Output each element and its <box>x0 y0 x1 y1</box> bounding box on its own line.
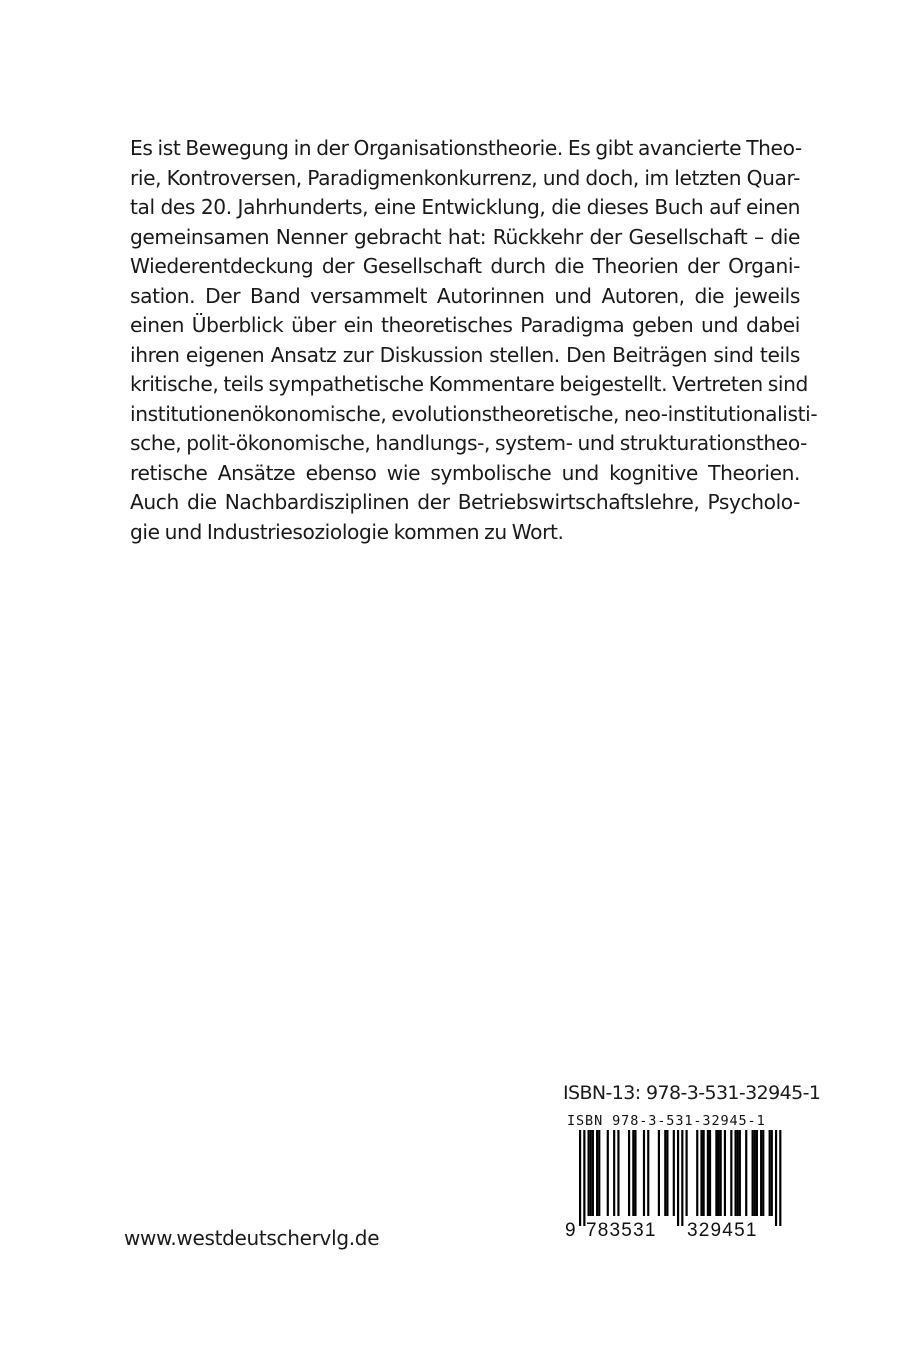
blurb-line-4: gemeinsamen Nenner gebracht hat: Rückkehr der Gesellschaft – die <box>130 224 800 249</box>
barcode-bar <box>681 1130 683 1226</box>
barcode-digits-right: 329451 <box>687 1220 758 1240</box>
barcode-bar <box>760 1130 762 1216</box>
barcode-graphic <box>563 1130 789 1240</box>
barcode-bar <box>717 1130 719 1216</box>
barcode-bar <box>673 1130 675 1216</box>
barcode-bar <box>628 1130 630 1216</box>
barcode-bar <box>664 1130 666 1216</box>
blurb-line-1: Es ist Bewegung in der Organisationstheorie. Es gibt avancierte Theo- <box>130 136 802 160</box>
blurb-line-13: Auch die Nachbardisziplinen der Betriebswirtschaftslehre, Psycholo- <box>130 490 800 514</box>
barcode-bar <box>596 1130 598 1216</box>
barcode-bar <box>700 1130 702 1216</box>
barcode-bars <box>579 1130 781 1226</box>
barcode-bar <box>583 1130 585 1226</box>
barcode-bar <box>762 1130 764 1216</box>
barcode-bar <box>745 1130 747 1216</box>
barcode-bar <box>647 1130 649 1216</box>
barcode-bar <box>592 1130 594 1216</box>
barcode-bar <box>590 1130 592 1216</box>
barcode-bar <box>734 1130 736 1216</box>
barcode-bar <box>775 1130 777 1226</box>
barcode-bar <box>613 1130 615 1216</box>
blurb-line-5: Wiederentdeckung der Gesellschaft durch die Theorien der Organi- <box>130 254 800 278</box>
barcode-isbn-text: ISBN 978-3-531-32945-1 <box>567 1113 766 1129</box>
barcode-bar <box>730 1130 732 1216</box>
barcode-bar <box>686 1130 688 1216</box>
barcode-digits-left: 783531 <box>586 1220 657 1240</box>
barcode-bar <box>720 1130 722 1216</box>
barcode-bar <box>607 1130 609 1216</box>
barcode-bar <box>756 1130 758 1216</box>
barcode-bar <box>696 1130 698 1216</box>
barcode-bar <box>677 1130 679 1226</box>
barcode-bar <box>707 1130 709 1216</box>
barcode-digit-first: 9 <box>565 1220 576 1240</box>
barcode-bar <box>643 1130 645 1216</box>
publisher-website: www.westdeutschervlg.de <box>124 1226 380 1250</box>
blurb-line-14: gie und Industriesoziologie kommen zu Wort. <box>130 519 564 544</box>
barcode-bar <box>617 1130 619 1216</box>
blurb-line-7: einen Überblick über ein theoretisches Paradigma geben und dabei <box>130 313 800 337</box>
blurb-line-6: sation. Der Band versammelt Autorinnen und Autoren, die jeweils <box>130 283 800 308</box>
barcode-bar <box>579 1130 581 1226</box>
barcode-bar <box>709 1130 711 1216</box>
barcode-bar <box>598 1130 600 1216</box>
isbn-barcode <box>563 1112 789 1240</box>
isbn-13-label: ISBN-13: 978-3-531-32945-1 <box>563 1082 821 1104</box>
back-cover-blurb <box>130 134 818 547</box>
barcode-bar <box>754 1130 756 1216</box>
barcode-bar <box>769 1130 771 1216</box>
blurb-line-9: kritische, teils sympathetische Kommentare beigestellt. Vertreten sind <box>130 372 808 396</box>
barcode-bar <box>632 1130 634 1216</box>
barcode-bar <box>634 1130 636 1216</box>
blurb-line-11: sche, polit-ökonomische, handlungs-, system- und strukturationstheo- <box>130 431 808 455</box>
blurb-line-8: ihren eigenen Ansatz zur Diskussion stellen. Den Beiträgen sind teils <box>130 342 800 367</box>
blurb-line-2: rie, Kontroversen, Paradigmenkonkurrenz, und doch, im letzten Quar- <box>130 165 800 190</box>
barcode-bar <box>703 1130 705 1216</box>
blurb-line-3: tal des 20. Jahrhunderts, eine Entwicklung, die dieses Buch auf einen <box>130 195 800 219</box>
barcode-bar <box>752 1130 754 1216</box>
blurb-line-12: retische Ansätze ebenso wie symbolische und kognitive Theorien. <box>130 460 800 485</box>
barcode-bar <box>779 1130 781 1226</box>
barcode-bar <box>588 1130 590 1216</box>
barcode-bar <box>771 1130 773 1216</box>
barcode-bar <box>666 1130 668 1216</box>
barcode-bar <box>715 1130 717 1216</box>
barcode-bar <box>658 1130 660 1216</box>
blurb-line-10: institutionenökonomische, evolutionstheoretische, neo-institutionalisti- <box>130 401 818 426</box>
barcode-bar <box>724 1130 726 1216</box>
barcode-bar <box>737 1130 739 1216</box>
barcode-bar <box>739 1130 741 1216</box>
